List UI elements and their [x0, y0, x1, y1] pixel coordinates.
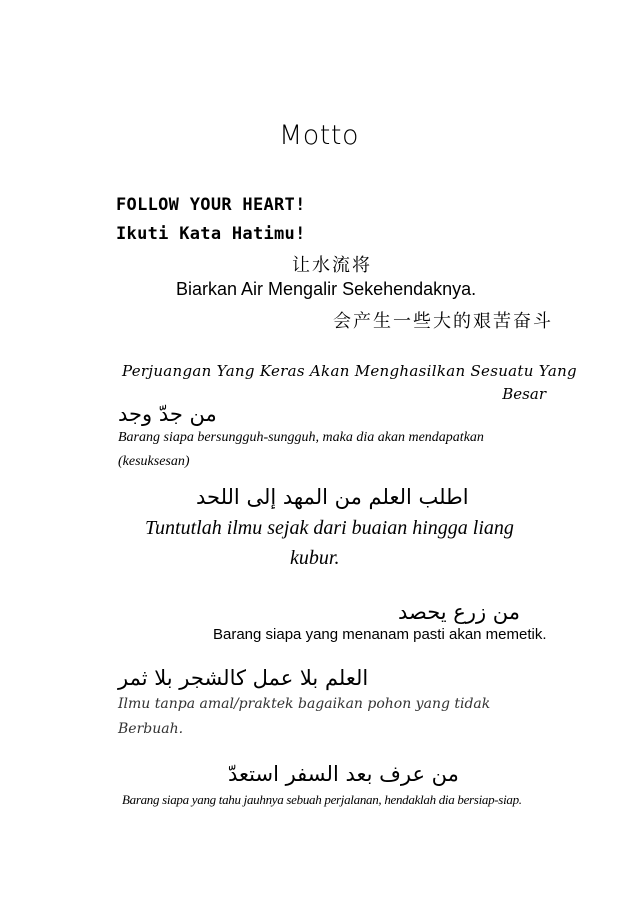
motto-follow-heart: FOLLOW YOUR HEART!: [116, 195, 306, 215]
motto-arabic-man-jadda: من جدّ وجد: [118, 402, 217, 426]
motto-ikuti-kata-hatimu: Ikuti Kata Hatimu!: [116, 224, 306, 244]
motto-arabic-man-zaraa: من زرع يحصد: [398, 600, 521, 624]
motto-arabic-al-ilmu-bila-amal: العلم بلا عمل كالشجر بلا ثمر: [118, 666, 369, 690]
motto-chinese-line-1: 让水流将: [292, 255, 372, 276]
motto-tuntutlah-ilmu-line-2: kubur.: [290, 547, 340, 569]
page-title: Motto: [278, 120, 359, 151]
motto-biarkan-air: Biarkan Air Mengalir Sekehendaknya.: [176, 279, 477, 299]
motto-barang-siapa-bersungguh: Barang siapa bersungguh-sungguh, maka dia akan mendapatkan: [118, 430, 484, 445]
motto-barang-siapa-tahu-jauhnya: Barang siapa yang tahu jauhnya sebuah perjalanan, hendaklah dia bersiap-siap.: [122, 792, 522, 807]
motto-arabic-uthlubul-ilma: اطلب العلم من المهد إلى اللحد: [196, 485, 469, 509]
motto-arabic-man-arafa: من عرف بعد السفر استعدّ: [228, 762, 459, 786]
motto-barang-siapa-menanam: Barang siapa yang menanam pasti akan memetik.: [213, 626, 547, 643]
motto-ilmu-tanpa-amal-line-1: Ilmu tanpa amal/praktek bagaikan pohon yang tidak: [118, 696, 491, 712]
motto-kesuksesan: (kesuksesan): [118, 454, 190, 469]
motto-chinese-line-2: 会产生一些大的艰苦奋斗: [333, 311, 553, 332]
motto-perjuangan-line-1: Perjuangan Yang Keras Akan Menghasilkan Sesuatu Yang: [122, 362, 577, 380]
motto-perjuangan-line-2: Besar: [502, 385, 546, 403]
motto-tuntutlah-ilmu-line-1: Tuntutlah ilmu sejak dari buaian hingga liang: [145, 517, 514, 539]
motto-ilmu-tanpa-amal-line-2: Berbuah.: [118, 721, 184, 737]
